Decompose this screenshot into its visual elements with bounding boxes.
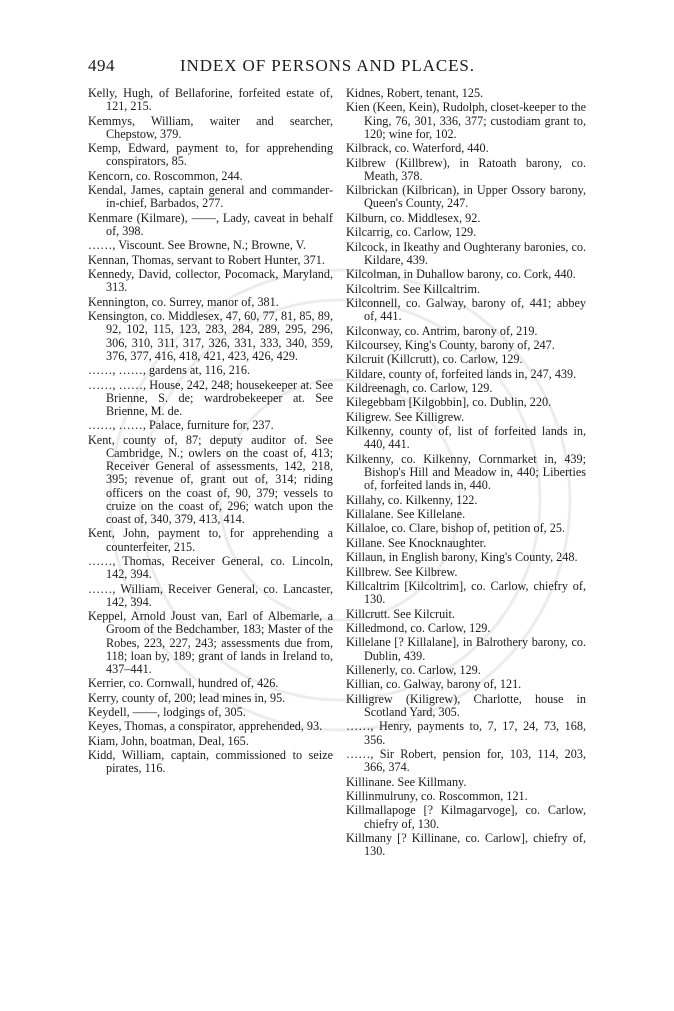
index-entry: Killcaltrim [Kilcoltrim], co. Carlow, chiefry of, 130.: [346, 578, 586, 607]
index-entry: Killelane [? Killalane], in Balrothery barony, co. Dublin, 439.: [346, 635, 586, 663]
index-entry: Kiam, John, boatman, Deal, 165.: [88, 733, 249, 748]
page-number: 494: [88, 56, 115, 75]
index-entry: ……, Henry, payments to, 7, 17, 24, 73, 168, 356.: [346, 719, 586, 747]
index-column-left: [88, 87, 333, 777]
index-entry: Killaun, in English barony, King's County, 248.: [346, 550, 578, 565]
index-entry: Kennington, co. Surrey, manor of, 381.: [88, 294, 279, 309]
index-entry: Kilcock, in Ikeathy and Oughterany baronies, co. Kildare, 439.: [346, 239, 586, 267]
index-column-right: [346, 87, 586, 859]
index-entry: Killenerly, co. Carlow, 129.: [346, 662, 481, 677]
index-entry: ……, ……, gardens at, 116, 216.: [88, 363, 251, 378]
index-entry: ……, ……, House, 242, 248; housekeeper at. See Brienne, S. de; wardrobekeeper at. See Brienne, M. de.: [88, 377, 333, 418]
index-entry: Killane. See Knocknaughter.: [346, 535, 487, 550]
index-entry: Kilegebbam [Kilgobbin], co. Dublin, 220.: [346, 395, 552, 410]
index-entry: Killaloe, co. Clare, bishop of, petition of, 25.: [346, 521, 565, 536]
index-entry: Kilcoltrim. See Killcaltrim.: [346, 281, 481, 296]
index-entry: Kilcoursey, King's County, barony of, 247.: [346, 337, 555, 352]
index-entry: Keydell, ——, lodgings of, 305.: [88, 705, 246, 720]
index-entry: Killcrutt. See Kilcruit.: [346, 606, 455, 621]
index-entry: Kent, county of, 87; deputy auditor of. See Cambridge, N.; owlers on the coast of, 413; Receiver General of assessments, 142, 218, 395; revenue of, grant out of, 314; riding officers on the coast of, 90, 379; vessels to cruize on the coast of, 296; watch upon the coast of, 340, 379, 413, 414.: [88, 432, 333, 526]
index-entry: Kilcolman, in Duhallow barony, co. Cork, 440.: [346, 267, 576, 282]
index-entry: Kendal, James, captain general and commander-in-chief, Barbados, 277.: [88, 183, 333, 211]
index-entry: Killinmulruny, co. Roscommon, 121.: [346, 788, 528, 803]
index-entry: Killalane. See Killelane.: [346, 507, 466, 522]
index-entry: Kidnes, Robert, tenant, 125.: [346, 86, 484, 100]
index-entry: ……, Thomas, Receiver General, co. Lincoln, 142, 394.: [88, 553, 333, 582]
index-entry: ……, Sir Robert, pension for, 103, 114, 203, 366, 374.: [346, 746, 586, 775]
index-entry: Kemmys, William, waiter and searcher, Chepstow, 379.: [88, 113, 333, 141]
index-entry: Kelly, Hugh, of Bellaforine, forfeited estate of, 121, 215.: [88, 86, 333, 114]
index-entry: Kilcarrig, co. Carlow, 129.: [346, 225, 477, 240]
index-entry: Killmallapoge [? Kilmagarvoge], co. Carlow, chiefry of, 130.: [346, 803, 586, 831]
index-entry: Kildare, county of, forfeited lands in, 247, 439.: [346, 366, 577, 381]
index-entry: Killedmond, co. Carlow, 129.: [346, 620, 491, 635]
index-entry: Kilkenny, co. Kilkenny, Cornmarket in, 439; Bishop's Hill and Meadow in, 440; Liberties of, forfeited lands in, 440.: [346, 451, 586, 493]
index-entry: Killmany [? Killinane, co. Carlow], chiefry of, 130.: [346, 830, 586, 859]
index-entry: Killian, co. Galway, barony of, 121.: [346, 677, 522, 692]
index-entry: Kilbrew (Killbrew), in Ratoath barony, co. Meath, 378.: [346, 155, 586, 183]
index-entry: Kent, John, payment to, for apprehending a counterfeiter, 215.: [88, 526, 333, 554]
index-entry: Kidd, William, captain, commissioned to seize pirates, 116.: [88, 748, 333, 776]
index-entry: Kencorn, co. Roscommon, 244.: [88, 168, 243, 183]
index-entry: Kerry, county of, 200; lead mines in, 95.: [88, 690, 286, 705]
index-entry: ……, William, Receiver General, co. Lancaster, 142, 394.: [88, 581, 333, 609]
index-entry: Killbrew. See Kilbrew.: [346, 564, 458, 579]
index-entry: Kennedy, David, collector, Pocomack, Maryland, 313.: [88, 267, 333, 295]
index-entry: Kiligrew. See Killigrew.: [346, 409, 465, 424]
index-entry: Kennan, Thomas, servant to Robert Hunter, 371.: [88, 252, 325, 267]
index-entry: Kien (Keen, Kein), Rudolph, closet-keeper to the King, 76, 301, 336, 377; custodiam grant to, 120; wine for, 102.: [346, 100, 586, 141]
index-entry: Kildreenagh, co. Carlow, 129.: [346, 381, 493, 396]
index-entry: Kilbrickan (Kilbrican), in Upper Ossory barony, Queen's County, 247.: [346, 183, 586, 211]
index-entry: ……, ……, Palace, furniture for, 237.: [88, 418, 274, 433]
index-entry: Killahy, co. Kilkenny, 122.: [346, 492, 478, 507]
index-entry: Kilburn, co. Middlesex, 92.: [346, 210, 481, 225]
index-entry: Kensington, co. Middlesex, 47, 60, 77, 81, 85, 89, 92, 102, 115, 123, 283, 284, 289, 295, 296, 306, 310, 311, 317, 326, 331, 333, 340, 359, 376, 377, 416, 418, 421, 423, 426, 429.: [88, 309, 333, 363]
running-head: INDEX OF PERSONS AND PLACES.: [180, 56, 475, 75]
index-entry: Killigrew (Kiligrew), Charlotte, house in Scotland Yard, 305.: [346, 691, 586, 719]
index-entry: ……, Viscount. See Browne, N.; Browne, V.: [88, 238, 306, 253]
index-entry: Kilbrack, co. Waterford, 440.: [346, 141, 489, 156]
index-entry: Kemp, Edward, payment to, for apprehending conspirators, 85.: [88, 141, 333, 169]
index-entry: Killinane. See Killmany.: [346, 774, 467, 789]
index-entry: Keyes, Thomas, a conspirator, apprehended, 93.: [88, 719, 323, 734]
index-entry: Kilconway, co. Antrim, barony of, 219.: [346, 323, 538, 338]
index-entry: Kilconnell, co. Galway, barony of, 441; abbey of, 441.: [346, 295, 586, 324]
index-entry: Kilkenny, county of, list of forfeited lands in, 440, 441.: [346, 424, 586, 452]
index-entry: Kerrier, co. Cornwall, hundred of, 426.: [88, 676, 279, 691]
index-entry: Kilcruit (Killcrutt), co. Carlow, 129.: [346, 352, 523, 367]
index-entry: Keppel, Arnold Joust van, Earl of Albemarle, a Groom of the Bedchamber, 183; Master of the Robes, 223, 227, 243; assessments due from, 118; loan by, 189; grant of lands in Ireland to, 437–441.: [88, 609, 333, 676]
index-entry: Kenmare (Kilmare), ——, Lady, caveat in behalf of, 398.: [88, 210, 333, 238]
